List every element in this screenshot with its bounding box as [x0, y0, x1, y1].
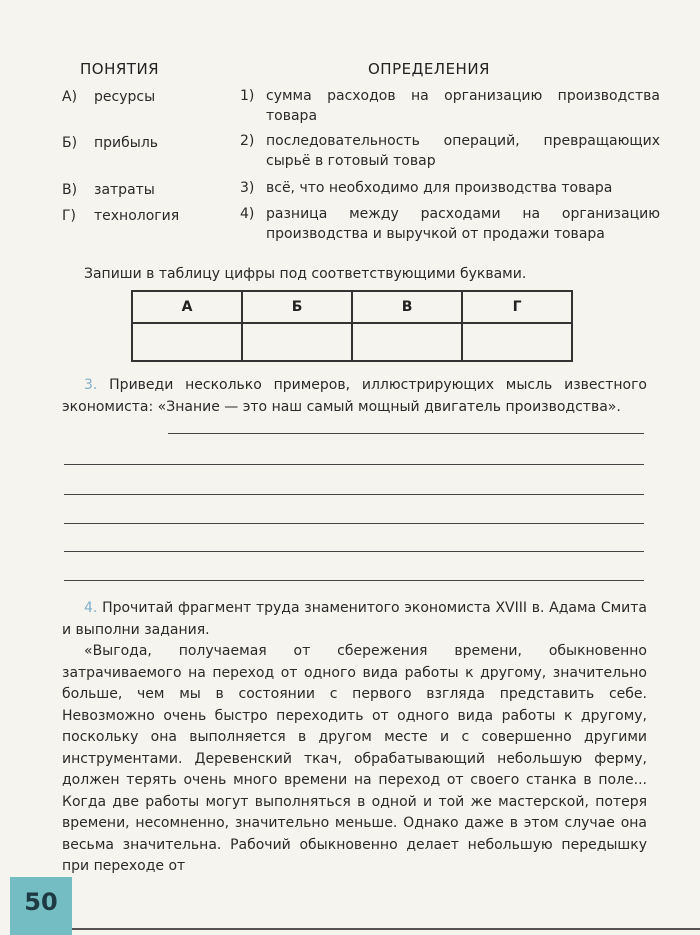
definition-3 — [240, 178, 660, 198]
bottom-rule — [72, 928, 700, 930]
definition-text: сумма расходов на организацию производства товара — [266, 88, 660, 124]
task3-number: 3. — [84, 377, 98, 393]
answer-line[interactable] — [64, 464, 644, 465]
adam-smith-quote: «Выгода, получаемая от сбережения времени, обыкновенно затрачиваемого на переход от одного вида работы к другому, значительно больше, чем мы в состоянии с первого взгляда представить себе. Невозможно очень быстро переходить от одного вида работы к другому, поскольку она выполняется в другом месте и с совершенно другими инструментами. Деревенский ткач, обрабатывающий небольшую ферму, должен терять очень много времени на переход от своего станка в поле... Когда две работы могут выполняться в одной и той же мастерской, потеря времени, несомненно, значительно меньше. Однако даже в этом случае она весьма значительна. Рабочий обыкновенно делает небольшую передышку при переходе от — [62, 643, 647, 874]
term-word: технология — [94, 208, 180, 224]
term-letter: А) — [62, 89, 78, 105]
task3 — [62, 375, 647, 418]
answer-cell-b[interactable] — [242, 323, 352, 361]
task4-intro — [62, 598, 647, 641]
term-word: ресурсы — [94, 89, 156, 105]
term-letter: Б) — [62, 135, 78, 151]
term-v — [62, 180, 155, 200]
definition-2 — [240, 131, 660, 171]
term-letter: В) — [62, 182, 78, 198]
page-number: 50 — [24, 888, 58, 916]
term-b — [62, 133, 158, 153]
answer-line[interactable] — [64, 580, 644, 581]
term-word: затраты — [94, 182, 155, 198]
task4-text: Прочитай фрагмент труда знаменитого экономиста XVIII в. Адама Смита и выполни задания. — [62, 600, 647, 638]
column-header: Г — [462, 291, 572, 323]
definition-number: 4) — [240, 206, 255, 222]
answer-cell-g[interactable] — [462, 323, 572, 361]
definition-number: 3) — [240, 180, 255, 196]
answer-cell-a[interactable] — [132, 323, 242, 361]
answer-line[interactable] — [64, 494, 644, 495]
answer-table — [131, 290, 573, 362]
definition-number: 2) — [240, 133, 255, 149]
term-g — [62, 206, 179, 226]
answer-line[interactable] — [64, 551, 644, 552]
table-instruction: Запиши в таблицу цифры под соответствующими буквами. — [84, 266, 527, 282]
answer-line[interactable] — [64, 523, 644, 524]
term-a — [62, 87, 155, 107]
definitions-header: ОПРЕДЕЛЕНИЯ — [368, 60, 490, 78]
task4-number: 4. — [84, 600, 98, 616]
concepts-header: ПОНЯТИЯ — [80, 60, 160, 78]
column-header: А — [132, 291, 242, 323]
definition-text: всё, что необходимо для производства товара — [266, 180, 613, 196]
definition-number: 1) — [240, 88, 255, 104]
definition-text: разница между расходами на организацию производства и выручкой от продажи товара — [266, 206, 660, 242]
definition-1 — [240, 86, 660, 126]
term-word: прибыль — [94, 135, 159, 151]
answer-line[interactable] — [168, 433, 644, 434]
answer-cell-v[interactable] — [352, 323, 462, 361]
task3-text: Приведи несколько примеров, иллюстрирующих мысль известного экономиста: «Знание — это наш самый мощный двигатель производства». — [62, 377, 647, 415]
definition-4 — [240, 204, 660, 244]
term-letter: Г) — [62, 208, 76, 224]
column-header: Б — [242, 291, 352, 323]
definition-text: последовательность операций, превращающих сырьё в готовый товар — [266, 133, 660, 169]
column-header: В — [352, 291, 462, 323]
